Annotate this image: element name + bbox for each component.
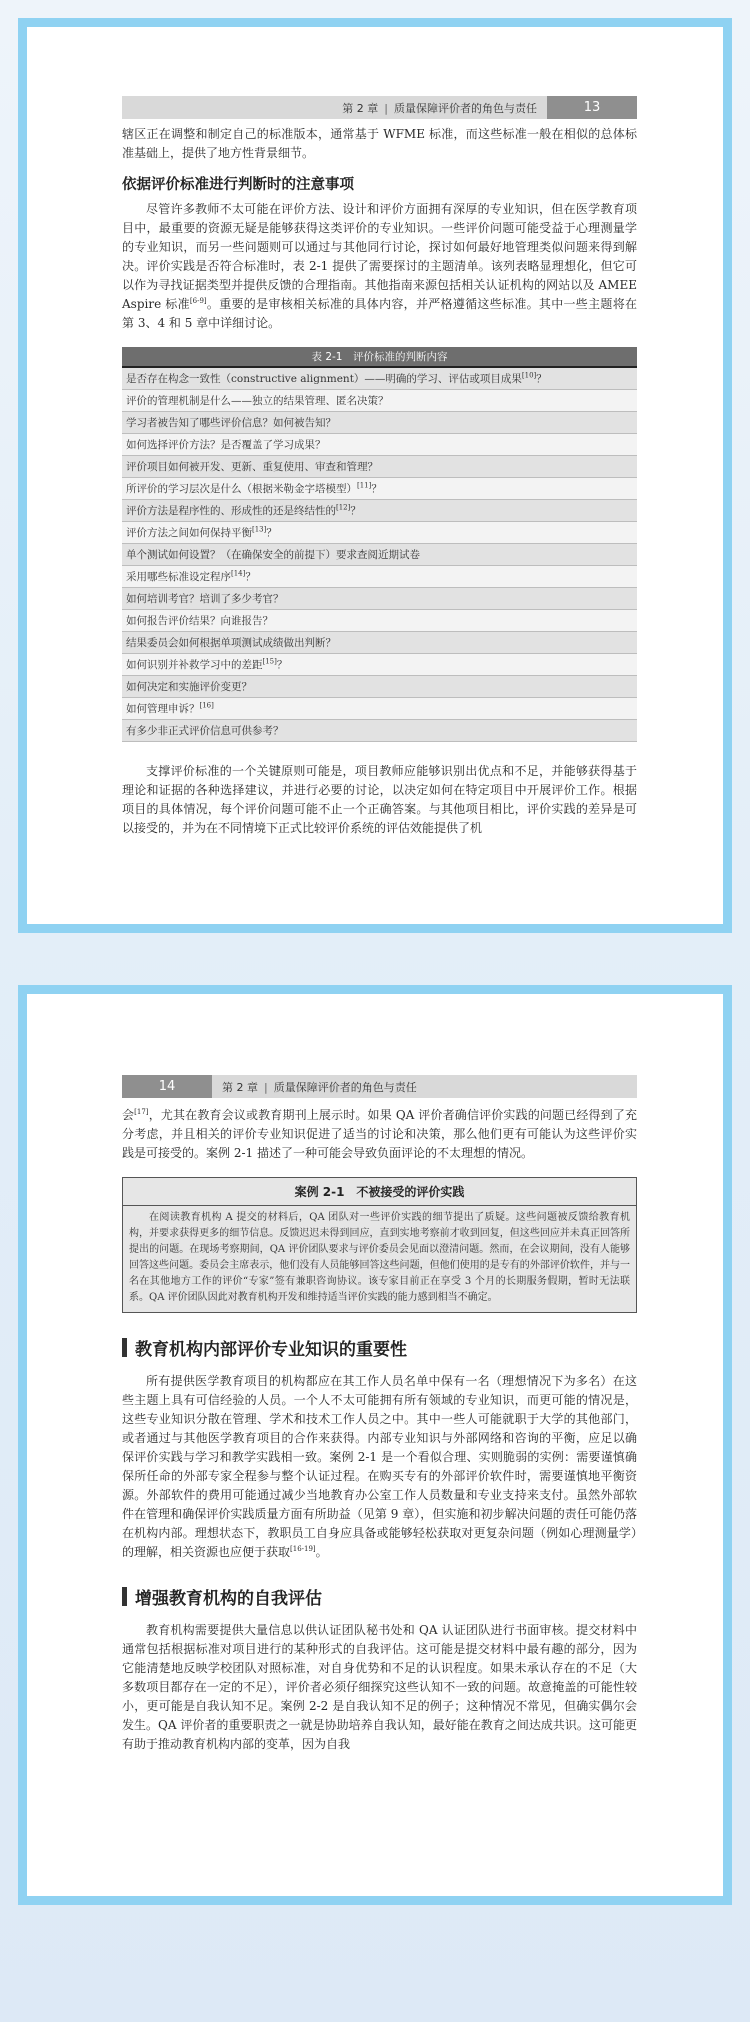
case-study-title: 案例 2-1 不被接受的评价实践 xyxy=(123,1178,636,1206)
table-row xyxy=(122,631,637,653)
table-row xyxy=(122,587,637,609)
table-row xyxy=(122,609,637,631)
page-14-content xyxy=(122,1075,637,1754)
section-heading: 依据评价标准进行判断时的注意事项 xyxy=(122,176,354,193)
table-cell: 如何管理申诉？[16] xyxy=(122,697,637,719)
citation: [11] xyxy=(357,481,372,489)
citation: [16] xyxy=(199,701,214,709)
paragraph: 尽管许多教师不太可能在评价方法、设计和评价方面拥有深厚的专业知识，但在医学教育项目中，最重要的资源无疑是能够获得这类评价的专业知识。一些评价问题可能受益于心理测量学的专业知识，而另一些问题则可以通过与其他同行讨论，探讨如何最好地管理类似问题来得到解决。评价实践是否符合标准时，表 2-1 提供了需要探讨的主题清单。该列表略显理想化，但它可以作为寻找证据类型并提供反馈的合理指南。其他指南来源包括相关认证机构的网站以及 AMEE Aspire 标准[6-9]。重要的是审核相关标准的具体内容，并严格遵循这些标准。其中一些主题将在第 3、4 和 5 章中详细讨论。 xyxy=(122,202,637,330)
citation: [15] xyxy=(262,657,277,665)
table-cell: 如何识别并补救学习中的差距[15]？ xyxy=(122,653,637,675)
table-row xyxy=(122,477,637,499)
table-cell: 采用哪些标准设定程序[14]？ xyxy=(122,565,637,587)
paragraph: 辖区正在调整和制定自己的标准版本，通常基于 WFME 标准，而这些标准一般在相似的总体标准基础上，提供了地方性背景细节。 xyxy=(122,127,637,160)
table-cell: 结果委员会如何根据单项测试成绩做出判断？ xyxy=(122,631,637,653)
table-cell: 评价方法之间如何保持平衡[13]？ xyxy=(122,521,637,543)
table-row xyxy=(122,653,637,675)
page-13-content xyxy=(122,96,637,838)
table-title: 表 2-1 评价标准的判断内容 xyxy=(122,347,637,367)
table-row xyxy=(122,543,637,565)
paragraph: 会[17]，尤其在教育会议或教育期刊上展示时。如果 QA 评价者确信评价实践的问题已经得到了充分考虑，并且相关的评价专业知识促进了适当的讨论和决策，那么他们更有可能认为这些评价实践是可接受的。案例 2-1 描述了一种可能会导致负面评论的不太理想的情况。 xyxy=(122,1108,637,1160)
table-row xyxy=(122,719,637,741)
table-cell: 评价的管理机制是什么——独立的结果管理、匿名决策？ xyxy=(122,389,637,411)
table-cell: 评价方法是程序性的、形成性的还是终结性的[12]？ xyxy=(122,499,637,521)
citation: [12] xyxy=(336,503,351,511)
table-cell: 如何选择评价方法？是否覆盖了学习成果？ xyxy=(122,433,637,455)
section-heading: 增强教育机构的自我评估 xyxy=(122,1584,637,1609)
citation: [17] xyxy=(134,1108,149,1116)
table-row xyxy=(122,675,637,697)
table-cell: 如何报告评价结果？向谁报告？ xyxy=(122,609,637,631)
table-row xyxy=(122,499,637,521)
table-cell: 是否存在构念一致性（constructive alignment）——明确的学习、评估或项目成果[10]？ xyxy=(122,367,637,389)
table-cell: 单个测试如何设置？（在确保安全的前提下）要求查阅近期试卷 xyxy=(122,543,637,565)
heading-bar xyxy=(122,1338,127,1357)
running-header xyxy=(122,1075,637,1098)
citation: [14] xyxy=(231,569,246,577)
page-number: 13 xyxy=(547,96,637,119)
table-row xyxy=(122,521,637,543)
table-row xyxy=(122,697,637,719)
table-row xyxy=(122,389,637,411)
table-row xyxy=(122,455,637,477)
running-header xyxy=(122,96,637,119)
heading-bar xyxy=(122,1587,127,1606)
section-heading: 教育机构内部评价专业知识的重要性 xyxy=(122,1335,637,1360)
paragraph: 教育机构需要提供大量信息以供认证团队秘书处和 QA 认证团队进行书面审核。提交材料中通常包括根据标准对项目进行的某种形式的自我评估。这可能是提交材料中最有趣的部分，因为它能清楚地反映学校团队对照标准，对自身优势和不足的认识程度。如果未承认存在的不足（大多数项目都存在一定的不足），评价者必须仔细探究这些认知不一致的问题。故意掩盖的可能性较小，更可能是自我认知不足。案例 2-2 是自我认知不足的例子；这种情况不常见，但确实偶尔会发生。QA 评价者的重要职责之一就是协助培养自我认知，最好能在教育之间达成共识。这可能更有助于推动教育机构内部的变革，因为自我 xyxy=(122,1623,637,1751)
table-cell: 所评价的学习层次是什么（根据米勒金字塔模型）[11]？ xyxy=(122,477,637,499)
book-page-14 xyxy=(18,985,732,1905)
book-page-13 xyxy=(18,18,732,933)
table-cell: 如何培训考官？培训了多少考官？ xyxy=(122,587,637,609)
chapter-info: 第 2 章 | 质量保障评价者的角色与责任 xyxy=(342,101,537,115)
case-study-box xyxy=(122,1177,637,1313)
table-cell: 如何决定和实施评价变更？ xyxy=(122,675,637,697)
case-study-body: 在阅读教育机构 A 提交的材料后，QA 团队对一些评价实践的细节提出了质疑。这些问题被反馈给教育机构，并要求获得更多的细节信息。反馈迟迟未得到回应，直到实地考察前才收到回复，但这些回应并未真正回答所提出的问题。在现场考察期间，QA 评价团队要求与评价委员会见面以澄清问题。然而，在会议期间，没有人能够回答这些问题。委员会主席表示，他们没有人员能够回答这些问题，但他们使用的是专有的外部评价软件，并与一名在其他地方工作的评价“专家”签有兼职咨询协议。该专家目前正在享受 3 个月的长期服务假期，暂时无法联系。QA 评价团队因此对教育机构开发和维持适当评价实践的能力感到相当不确定。 xyxy=(129,1212,630,1303)
chapter-info: 第 2 章 | 质量保障评价者的角色与责任 xyxy=(222,1080,417,1094)
table-cell: 学习者被告知了哪些评价信息？如何被告知？ xyxy=(122,411,637,433)
page-number: 14 xyxy=(122,1075,212,1098)
table-row xyxy=(122,565,637,587)
citation: [13] xyxy=(252,525,267,533)
table-row xyxy=(122,411,637,433)
citation: [10] xyxy=(521,371,537,380)
table-cell: 有多少非正式评价信息可供参考？ xyxy=(122,719,637,741)
table-row xyxy=(122,433,637,455)
paragraph: 支撑评价标准的一个关键原则可能是，项目教师应能够识别出优点和不足，并能够获得基于理论和证据的各种选择建议，并进行必要的讨论，以决定如何在特定项目中开展评价工作。根据项目的具体情况，每个评价问题可能不止一个正确答案。与其他项目相比，评价实践的差异是可以接受的，并为在不同情境下正式比较评价系统的评估效能提供了机 xyxy=(122,763,637,835)
criteria-table xyxy=(122,347,637,742)
paragraph: 所有提供医学教育项目的机构都应在其工作人员名单中保有一名（理想情况下为多名）在这些主题上具有可信经验的人员。一个人不太可能拥有所有领域的专业知识，而更可能的情况是，这些专业知识分散在管理、学术和技术工作人员之中。其中一些人可能就职于大学的其他部门，或者通过与其他医学教育项目的合作来获得。内部专业知识与外部网络和咨询的平衡，应足以确保评价实践与学习和教学实践相一致。案例 2-1 是一个看似合理、实则脆弱的实例：需要谨慎确保所任命的外部专家全程参与整个认证过程。在购买专有的外部评价软件时，需要谨慎地平衡资源。外部软件的费用可能通过减少当地教育办公室工作人员数量和专业支持来支付。虽然外部软件在管理和确保评价实践质量方面有所助益（见第 9 章），但实施和初步解决问题的责任可能仍落在机构内部。理想状态下，教职员工自身应具备或能够轻松获取对更复杂问题（例如心理测量学）的理解，相关资源也应便于获取[16-19]。 xyxy=(122,1374,637,1559)
citation: [16-19] xyxy=(290,1545,316,1553)
citation: [6-9] xyxy=(189,297,207,305)
table-row xyxy=(122,367,637,389)
table-cell: 评价项目如何被开发、更新、重复使用、审查和管理？ xyxy=(122,455,637,477)
